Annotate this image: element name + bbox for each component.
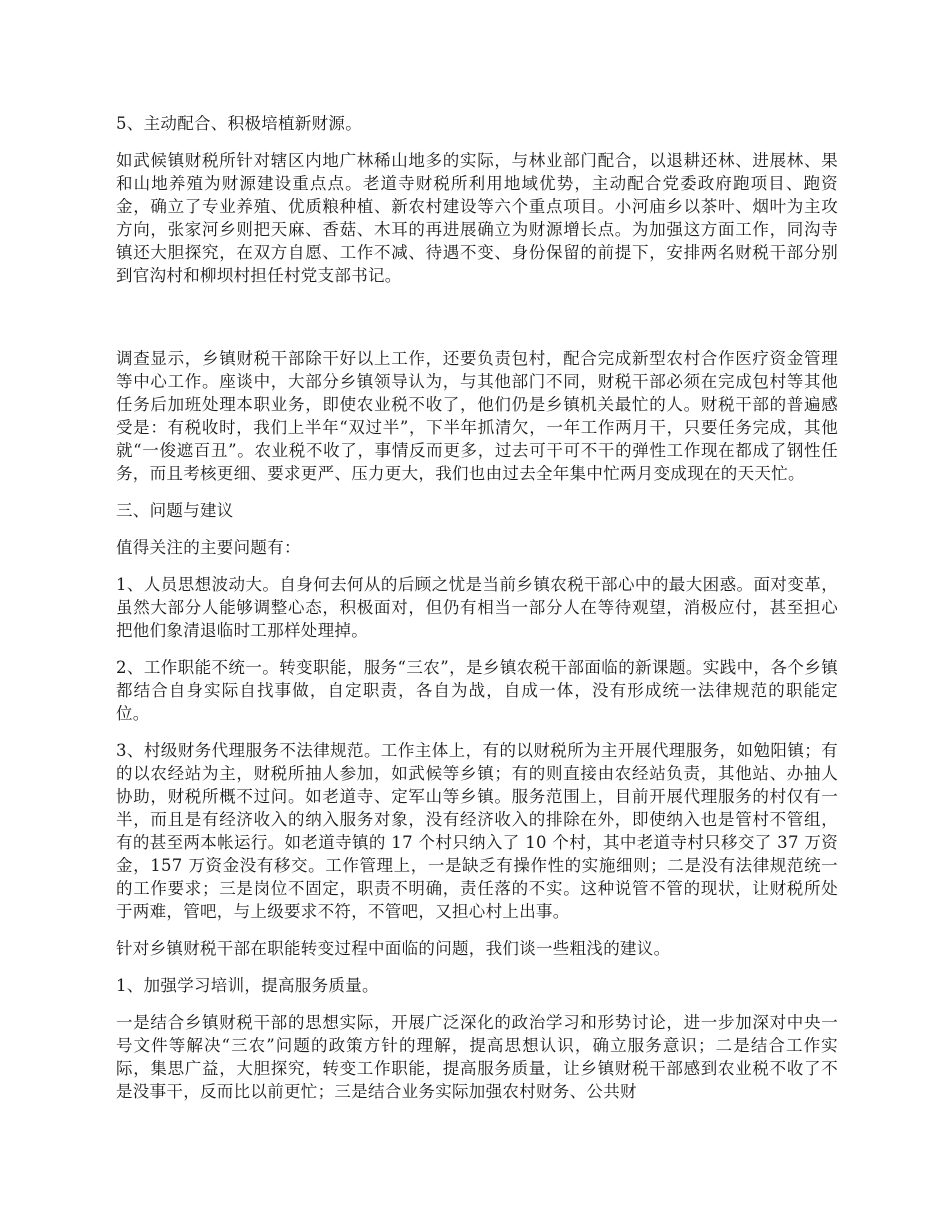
section-heading-new-revenue: 5、主动配合、积极培植新财源。: [116, 114, 362, 133]
section-heading-suggestion-1: 1、加强学习培训，提高服务质量。: [116, 976, 379, 995]
paragraph-revenue-examples: 如武候镇财税所针对辖区内地广林稀山地多的实际，与林业部门配合，以退耕还林、进展林、果和山地养殖为财源建设重点点。老道寺财税所利用地域优势，主动配合党委政府跑项目、跑资金，确立了专业养殖、优质粮种植、新农村建设等六个重点项目。小河庙乡以茶叶、烟叶为主攻方向，张家河乡则把天麻、香菇、木耳的再进展确立为财源增长点。为加强这方面工作，同沟寺镇还大胆探究，在双方自愿、工作不减、待遇不变、身份保留的前提下，安排两名财税干部分别到官沟村和柳坝村担任村党支部书记。: [116, 151, 838, 285]
paragraph-main-problems-intro: 值得关注的主要问题有：: [116, 538, 301, 557]
paragraph-problem-2: 2、工作职能不统一。转变职能，服务“三农”，是乡镇农税干部面临的新课题。实践中，各个乡镇都结合自身实际自找事做，自定职责，各自为战，自成一体，没有形成统一法律规范的职能定位。: [116, 658, 838, 723]
paragraph-problem-3: 3、村级财务代理服务不法律规范。工作主体上，有的以财税所为主开展代理服务，如勉阳镇；有的以农经站为主，财税所抽人参加，如武候等乡镇；有的则直接由农经站负责，其他站、办抽人协助，财税所概不过问。如老道寺、定军山等乡镇。服务范围上，目前开展代理服务的村仅有一半，而且是有经济收入的纳入服务对象，没有经济收入的排除在外，即使纳入也是管村不管组，有的甚至两本帐运行。如老道寺镇的 17 个村只纳入了 10 个村，其中老道寺村只移交了 37 万资金，157 万资金没有移交。工作管理上，一是缺乏有操作性的实施细则；二是没有法律规范统一的工作要求；三是岗位不固定，职责不明确，责任落的不实。这种说管不管的现状，让财税所处于两难，管吧，与上级要求不符，不管吧，又担心村上出事。: [116, 741, 838, 921]
paragraph-survey-findings: 调查显示，乡镇财税干部除干好以上工作，还要负责包村，配合完成新型农村合作医疗资金管理等中心工作。座谈中，大部分乡镇领导认为，与其他部门不同，财税干部必须在完成包村等其他任务后加班处理本职业务，即使农业税不收了，他们仍是乡镇机关最忙的人。财税干部的普遍感受是：有税收时，我们上半年“双过半”，下半年抓清欠，一年工作两月干，只要任务完成，其他就“一俊遮百丑”。农业税不收了，事情反而更多，过去可干可不干的弹性工作现在都成了钢性任务，而且考核更细、要求更严、压力更大，我们也由过去全年集中忙两月变成现在的天天忙。: [116, 349, 838, 483]
paragraph-problem-1: 1、人员思想波动大。自身何去何从的后顾之忧是当前乡镇农税干部心中的最大困惑。面对变革，虽然大部分人能够调整心态，积极面对，但仍有相当一部分人在等待观望，消极应付，甚至担心把他们象清退临时工那样处理掉。: [116, 575, 838, 640]
section-heading-problems-suggestions: 三、问题与建议: [116, 501, 234, 520]
paragraph-suggestions-intro: 针对乡镇财税干部在职能转变过程中面临的问题，我们谈一些粗浅的建议。: [116, 939, 671, 958]
paragraph-suggestion-1-detail: 一是结合乡镇财税干部的思想实际，开展广泛深化的政治学习和形势讨论，进一步加深对中央一号文件等解决“三农”问题的政策方针的理解，提高思想认识，确立服务意识；二是结合工作实际，集思广益，大胆探究，转变工作职能，提高服务质量，让乡镇财税干部感到农业税不收了不是没事干，反而比以前更忙；三是结合业务实际加强农村财务、公共财: [116, 1013, 838, 1101]
